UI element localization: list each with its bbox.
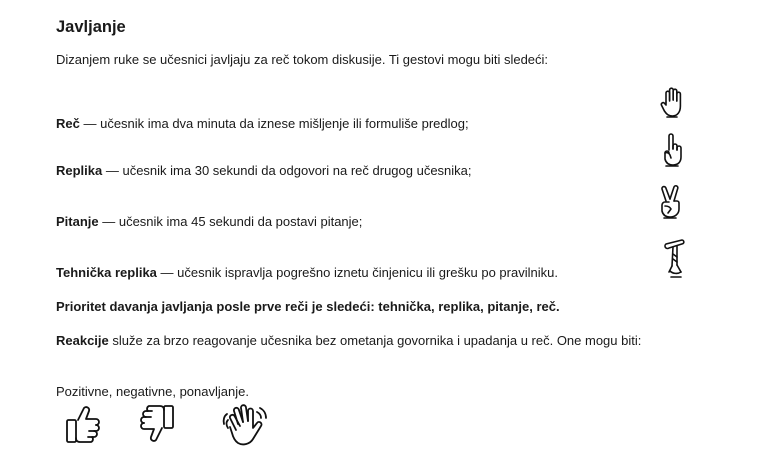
gesture-description: — učesnik ispravlja pogrešno iznetu činjenicu ili grešku po pravilniku.: [156, 265, 558, 280]
section-title: Javljanje: [56, 18, 126, 36]
gesture-term: Pitanje: [56, 214, 99, 229]
gesture-term: Tehnička replika: [56, 265, 157, 280]
gesture-description: — učesnik ima 45 sekundi da postavi pitanje;: [98, 214, 363, 229]
gesture-item-replika: [56, 132, 696, 178]
intro-paragraph: Dizanjem ruke se učesnici javljaju za reč tokom diskusije. Ti gestovi mogu biti sledeći:: [56, 52, 549, 67]
gesture-term: Replika: [56, 163, 103, 178]
gesture-text: [56, 213, 362, 230]
thumbs-down-icon: [136, 402, 176, 446]
thumbs-up-icon: [64, 402, 104, 446]
victory-hand-icon: [656, 184, 686, 220]
gesture-item-pitanje: [56, 184, 696, 229]
gesture-text: [56, 264, 558, 281]
waving-hand-icon: [220, 402, 272, 450]
reakcije-paragraph: [56, 332, 706, 349]
reaction-icons-row: [64, 402, 324, 452]
raised-hand-icon: [660, 86, 686, 120]
index-finger-up-icon: [660, 132, 686, 168]
reakcije-description: služe za brzo reagovanje učesnika bez ometanja govornika i upadanja u reč. One mogu biti:: [108, 333, 642, 348]
gesture-item-tehnicka-replika: [56, 238, 696, 278]
gesture-item-rec: [56, 86, 696, 131]
time-out-hands-icon: [664, 238, 686, 280]
gesture-description: — učesnik ima dva minuta da iznese mišljenje ili formuliše predlog;: [79, 116, 469, 131]
gesture-text: [56, 115, 469, 132]
gesture-text: [56, 162, 472, 179]
gesture-description: — učesnik ima 30 sekundi da odgovori na reč drugog učesnika;: [102, 163, 472, 178]
reakcije-term: Reakcije: [56, 333, 109, 348]
priority-statement: Prioritet davanja javljanja posle prve reči je sledeći: tehnička, replika, pitanje, reč.: [56, 299, 560, 314]
reactions-list-label: Pozitivne, negativne, ponavljanje.: [56, 384, 249, 399]
gesture-term: Reč: [56, 116, 80, 131]
